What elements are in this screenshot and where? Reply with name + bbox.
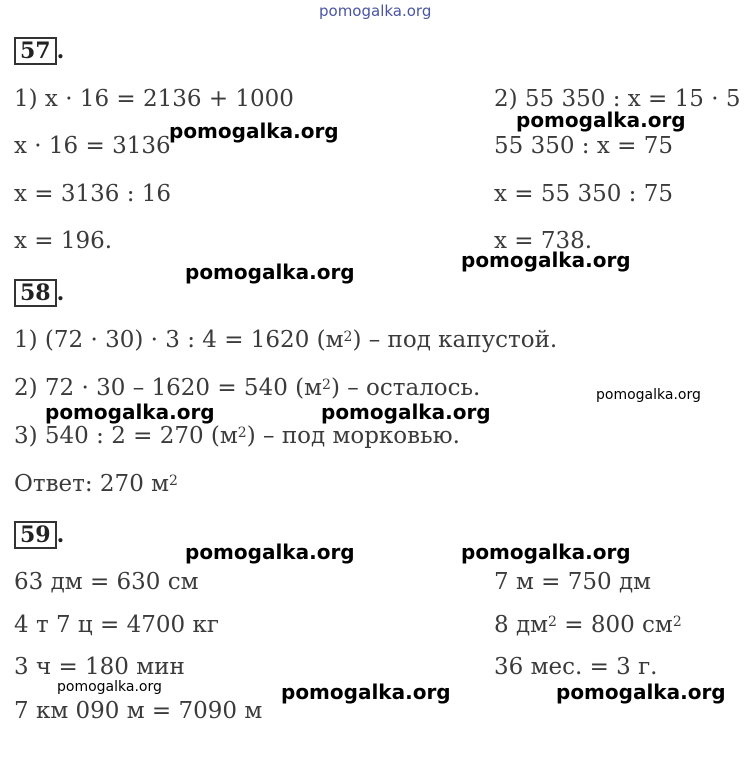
watermark: pomogalka.org	[281, 680, 451, 704]
task-57-right-line-3: x = 55 350 : 75	[494, 181, 673, 207]
watermark: pomogalka.org	[556, 680, 726, 704]
task-58-line-1: 1) (72 · 30) · 3 : 4 = 1620 $(м^2)$ – под капустой.	[14, 327, 558, 353]
task-57-right-line-2: 55 350 : x = 75	[494, 133, 673, 159]
task-number-box: 57	[14, 37, 57, 65]
task-58-line-3: 3) 540 : 2 = 270 $(м^2)$ – под морковью.	[14, 423, 460, 449]
task-57-left-line-3: x = 3136 : 16	[14, 181, 172, 207]
task-59-left-line-4: 7 км 090 м = 7090 м	[14, 698, 263, 724]
task-58-line-2: 2) 72 · 30 – 1620 = 540 $(м^2)$ – осталось.	[14, 375, 481, 401]
watermark: pomogalka.org	[185, 540, 355, 564]
task-57-number: 57 .	[14, 37, 64, 65]
watermark: pomogalka.org	[321, 400, 491, 424]
task-57-left-line-1: 1) x · 16 = 2136 + 1000	[14, 86, 294, 112]
task-59-left-line-3: 3 ч = 180 мин	[14, 654, 185, 680]
task-57-right-line-4: x = 738.	[494, 228, 593, 254]
task-number-box: 58	[14, 279, 57, 307]
task-58-answer: Ответ: 270 $м^2$	[14, 471, 178, 497]
task-59-right-line-2: 8 $дм^2 = 800$ $см^2$	[494, 612, 682, 638]
watermark: pomogalka.org	[169, 119, 339, 143]
task-57-left-line-2: x · 16 = 3136	[14, 133, 171, 159]
task-57-right-line-1: 2) 55 350 : x = 15 · 5	[494, 86, 741, 112]
watermark: pomogalka.org	[185, 260, 355, 284]
task-59-right-line-1: 7 м = 750 дм	[494, 569, 651, 595]
watermark: pomogalka.org	[461, 248, 631, 272]
task-number-box: 59	[14, 521, 57, 549]
watermark: pomogalka.org	[596, 387, 701, 403]
task-58-number: 58 .	[14, 279, 64, 307]
task-59-left-line-1: 63 дм = 630 см	[14, 569, 199, 595]
task-59-right-line-3: 36 мес. = 3 г.	[494, 654, 658, 680]
task-57-left-line-4: x = 196.	[14, 228, 113, 254]
task-59-number: 59 .	[14, 521, 64, 549]
watermark: pomogalka.org	[461, 540, 631, 564]
header-watermark: pomogalka.org	[319, 2, 432, 20]
watermark: pomogalka.org	[45, 400, 215, 424]
watermark: pomogalka.org	[57, 679, 162, 695]
watermark: pomogalka.org	[516, 108, 686, 132]
task-59-left-line-2: 4 т 7 ц = 4700 кг	[14, 612, 219, 638]
